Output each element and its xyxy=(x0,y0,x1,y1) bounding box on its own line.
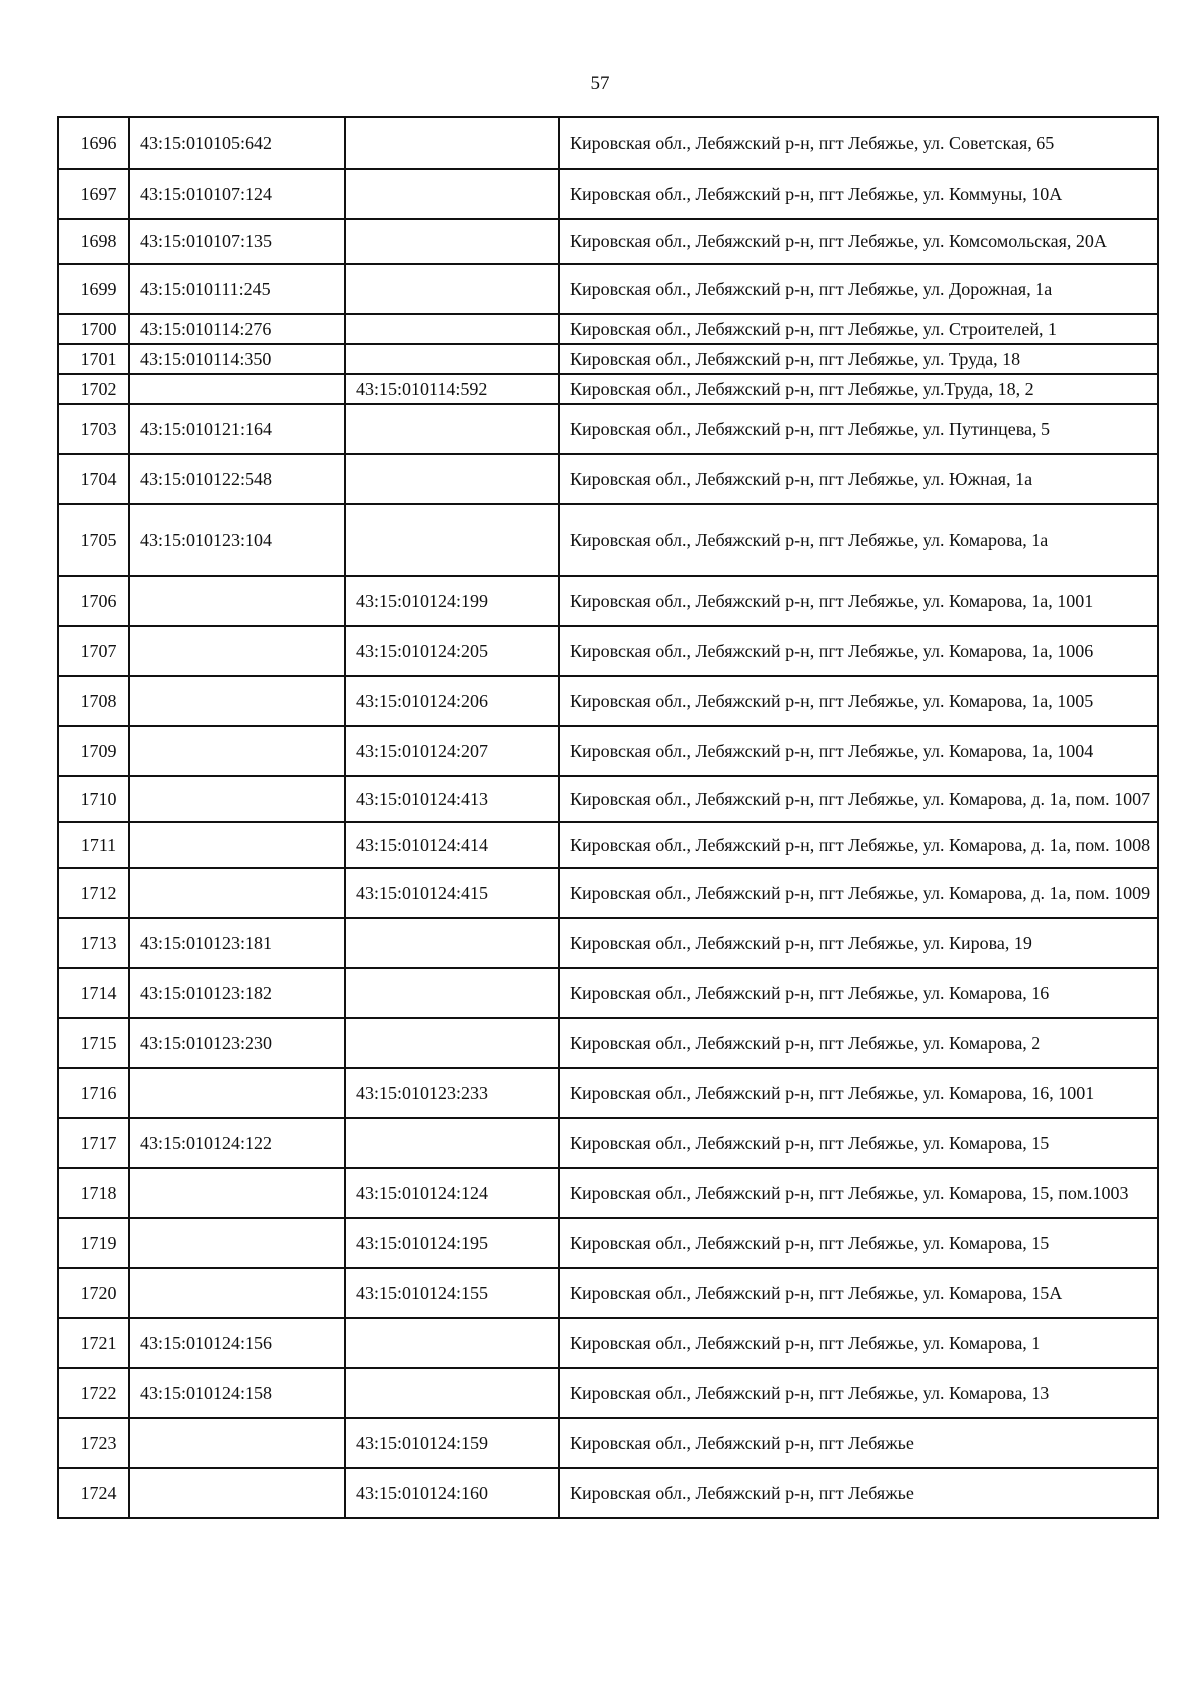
table-row xyxy=(58,576,1158,626)
address-cell: Кировская обл., Лебяжский р-н, пгт Лебяжье, ул. Комарова, 1а, 1001 xyxy=(559,576,1158,626)
premises-cadastral-number-cell: 43:15:010124:195 xyxy=(345,1218,559,1268)
row-number-cell: 1716 xyxy=(58,1068,129,1118)
address-cell: Кировская обл., Лебяжский р-н, пгт Лебяжье, ул. Кирова, 19 xyxy=(559,918,1158,968)
table-row xyxy=(58,918,1158,968)
table-row xyxy=(58,504,1158,576)
cadastral-number-cell xyxy=(129,1418,345,1468)
cadastral-number-cell xyxy=(129,576,345,626)
row-number-cell: 1720 xyxy=(58,1268,129,1318)
cadastral-number-cell xyxy=(129,1218,345,1268)
row-number-cell: 1724 xyxy=(58,1468,129,1518)
row-number-cell: 1706 xyxy=(58,576,129,626)
address-cell: Кировская обл., Лебяжский р-н, пгт Лебяжье, ул. Комарова, 1а, 1005 xyxy=(559,676,1158,726)
cadastral-number-cell: 43:15:010123:181 xyxy=(129,918,345,968)
table-row xyxy=(58,1068,1158,1118)
page-number: 57 xyxy=(590,73,610,94)
address-cell: Кировская обл., Лебяжский р-н, пгт Лебяжье, ул. Комарова, д. 1а, пом. 1009 xyxy=(559,868,1158,918)
table-row xyxy=(58,1018,1158,1068)
premises-cadastral-number-cell xyxy=(345,504,559,576)
table-row xyxy=(58,1118,1158,1168)
address-cell: Кировская обл., Лебяжский р-н, пгт Лебяжье, ул. Комсомольская, 20А xyxy=(559,219,1158,264)
premises-cadastral-number-cell xyxy=(345,117,559,169)
address-cell: Кировская обл., Лебяжский р-н, пгт Лебяжье, ул. Комарова, 13 xyxy=(559,1368,1158,1418)
cadastral-number-cell: 43:15:010121:164 xyxy=(129,404,345,454)
cadastral-number-cell xyxy=(129,626,345,676)
cadastral-number-cell: 43:15:010107:124 xyxy=(129,169,345,219)
row-number-cell: 1710 xyxy=(58,776,129,822)
cadastral-number-cell xyxy=(129,1168,345,1218)
row-number-cell: 1707 xyxy=(58,626,129,676)
premises-cadastral-number-cell xyxy=(345,169,559,219)
premises-cadastral-number-cell: 43:15:010124:160 xyxy=(345,1468,559,1518)
premises-cadastral-number-cell xyxy=(345,264,559,314)
table-row xyxy=(58,117,1158,169)
address-cell: Кировская обл., Лебяжский р-н, пгт Лебяжье, ул. Дорожная, 1а xyxy=(559,264,1158,314)
cadastral-number-cell xyxy=(129,1468,345,1518)
row-number-cell: 1701 xyxy=(58,344,129,374)
address-cell: Кировская обл., Лебяжский р-н, пгт Лебяжье, ул. Комарова, 15 xyxy=(559,1118,1158,1168)
premises-cadastral-number-cell xyxy=(345,968,559,1018)
premises-cadastral-number-cell xyxy=(345,454,559,504)
cadastral-number-cell: 43:15:010124:158 xyxy=(129,1368,345,1418)
cadastral-number-cell: 43:15:010123:230 xyxy=(129,1018,345,1068)
premises-cadastral-number-cell xyxy=(345,1368,559,1418)
table-row xyxy=(58,404,1158,454)
premises-cadastral-number-cell: 43:15:010114:592 xyxy=(345,374,559,404)
table-row xyxy=(58,626,1158,676)
cadastral-number-cell xyxy=(129,374,345,404)
address-cell: Кировская обл., Лебяжский р-н, пгт Лебяжье, ул. Южная, 1а xyxy=(559,454,1158,504)
table-body xyxy=(58,117,1158,1518)
address-cell: Кировская обл., Лебяжский р-н, пгт Лебяжье, ул. Комарова, 16, 1001 xyxy=(559,1068,1158,1118)
address-cell: Кировская обл., Лебяжский р-н, пгт Лебяжье xyxy=(559,1418,1158,1468)
address-cell: Кировская обл., Лебяжский р-н, пгт Лебяжье, ул.Труда, 18, 2 xyxy=(559,374,1158,404)
address-cell: Кировская обл., Лебяжский р-н, пгт Лебяжье, ул. Комарова, 15 xyxy=(559,1218,1158,1268)
cadastral-number-cell xyxy=(129,1268,345,1318)
cadastral-number-cell: 43:15:010111:245 xyxy=(129,264,345,314)
row-number-cell: 1719 xyxy=(58,1218,129,1268)
cadastral-number-cell xyxy=(129,868,345,918)
row-number-cell: 1721 xyxy=(58,1318,129,1368)
table-row xyxy=(58,776,1158,822)
cadastral-number-cell: 43:15:010122:548 xyxy=(129,454,345,504)
cadastral-number-cell xyxy=(129,726,345,776)
table-row xyxy=(58,1468,1158,1518)
premises-cadastral-number-cell xyxy=(345,314,559,344)
cadastral-number-cell: 43:15:010114:276 xyxy=(129,314,345,344)
address-cell: Кировская обл., Лебяжский р-н, пгт Лебяжье, ул. Коммуны, 10А xyxy=(559,169,1158,219)
row-number-cell: 1717 xyxy=(58,1118,129,1168)
table-row xyxy=(58,169,1158,219)
address-cell: Кировская обл., Лебяжский р-н, пгт Лебяжье xyxy=(559,1468,1158,1518)
premises-cadastral-number-cell xyxy=(345,1318,559,1368)
table-row xyxy=(58,454,1158,504)
premises-cadastral-number-cell: 43:15:010124:414 xyxy=(345,822,559,868)
premises-cadastral-number-cell: 43:15:010124:199 xyxy=(345,576,559,626)
table-row xyxy=(58,822,1158,868)
row-number-cell: 1713 xyxy=(58,918,129,968)
table-row xyxy=(58,219,1158,264)
table-row xyxy=(58,1218,1158,1268)
table-row xyxy=(58,314,1158,344)
table-row xyxy=(58,968,1158,1018)
address-cell: Кировская обл., Лебяжский р-н, пгт Лебяжье, ул. Труда, 18 xyxy=(559,344,1158,374)
cadastral-number-cell xyxy=(129,676,345,726)
row-number-cell: 1700 xyxy=(58,314,129,344)
premises-cadastral-number-cell: 43:15:010124:155 xyxy=(345,1268,559,1318)
property-registry-table xyxy=(57,116,1159,1519)
row-number-cell: 1709 xyxy=(58,726,129,776)
row-number-cell: 1697 xyxy=(58,169,129,219)
cadastral-number-cell xyxy=(129,776,345,822)
address-cell: Кировская обл., Лебяжский р-н, пгт Лебяжье, ул. Комарова, 16 xyxy=(559,968,1158,1018)
premises-cadastral-number-cell: 43:15:010124:415 xyxy=(345,868,559,918)
row-number-cell: 1722 xyxy=(58,1368,129,1418)
row-number-cell: 1704 xyxy=(58,454,129,504)
cadastral-number-cell: 43:15:010123:182 xyxy=(129,968,345,1018)
table-row xyxy=(58,1368,1158,1418)
table-row xyxy=(58,374,1158,404)
cadastral-number-cell: 43:15:010105:642 xyxy=(129,117,345,169)
premises-cadastral-number-cell: 43:15:010123:233 xyxy=(345,1068,559,1118)
address-cell: Кировская обл., Лебяжский р-н, пгт Лебяжье, ул. Комарова, 1а xyxy=(559,504,1158,576)
row-number-cell: 1714 xyxy=(58,968,129,1018)
premises-cadastral-number-cell: 43:15:010124:205 xyxy=(345,626,559,676)
premises-cadastral-number-cell xyxy=(345,1018,559,1068)
row-number-cell: 1708 xyxy=(58,676,129,726)
table-row xyxy=(58,344,1158,374)
cadastral-number-cell xyxy=(129,822,345,868)
address-cell: Кировская обл., Лебяжский р-н, пгт Лебяжье, ул. Комарова, 1а, 1006 xyxy=(559,626,1158,676)
table-row xyxy=(58,1268,1158,1318)
address-cell: Кировская обл., Лебяжский р-н, пгт Лебяжье, ул. Комарова, 2 xyxy=(559,1018,1158,1068)
table-row xyxy=(58,868,1158,918)
table-row xyxy=(58,726,1158,776)
address-cell: Кировская обл., Лебяжский р-н, пгт Лебяжье, ул. Комарова, 15А xyxy=(559,1268,1158,1318)
row-number-cell: 1723 xyxy=(58,1418,129,1468)
premises-cadastral-number-cell: 43:15:010124:206 xyxy=(345,676,559,726)
table-row xyxy=(58,1318,1158,1368)
row-number-cell: 1715 xyxy=(58,1018,129,1068)
premises-cadastral-number-cell xyxy=(345,219,559,264)
cadastral-number-cell: 43:15:010123:104 xyxy=(129,504,345,576)
premises-cadastral-number-cell xyxy=(345,1118,559,1168)
address-cell: Кировская обл., Лебяжский р-н, пгт Лебяжье, ул. Комарова, д. 1а, пом. 1008 xyxy=(559,822,1158,868)
premises-cadastral-number-cell: 43:15:010124:124 xyxy=(345,1168,559,1218)
cadastral-number-cell: 43:15:010107:135 xyxy=(129,219,345,264)
row-number-cell: 1698 xyxy=(58,219,129,264)
row-number-cell: 1712 xyxy=(58,868,129,918)
row-number-cell: 1696 xyxy=(58,117,129,169)
premises-cadastral-number-cell: 43:15:010124:207 xyxy=(345,726,559,776)
cadastral-number-cell: 43:15:010124:122 xyxy=(129,1118,345,1168)
table-row xyxy=(58,1168,1158,1218)
premises-cadastral-number-cell xyxy=(345,404,559,454)
row-number-cell: 1699 xyxy=(58,264,129,314)
address-cell: Кировская обл., Лебяжский р-н, пгт Лебяжье, ул. Комарова, 15, пом.1003 xyxy=(559,1168,1158,1218)
row-number-cell: 1705 xyxy=(58,504,129,576)
address-cell: Кировская обл., Лебяжский р-н, пгт Лебяжье, ул. Путинцева, 5 xyxy=(559,404,1158,454)
table-row xyxy=(58,676,1158,726)
premises-cadastral-number-cell xyxy=(345,344,559,374)
table-row xyxy=(58,264,1158,314)
cadastral-number-cell: 43:15:010124:156 xyxy=(129,1318,345,1368)
cadastral-number-cell: 43:15:010114:350 xyxy=(129,344,345,374)
row-number-cell: 1718 xyxy=(58,1168,129,1218)
premises-cadastral-number-cell: 43:15:010124:413 xyxy=(345,776,559,822)
address-cell: Кировская обл., Лебяжский р-н, пгт Лебяжье, ул. Советская, 65 xyxy=(559,117,1158,169)
address-cell: Кировская обл., Лебяжский р-н, пгт Лебяжье, ул. Строителей, 1 xyxy=(559,314,1158,344)
row-number-cell: 1702 xyxy=(58,374,129,404)
premises-cadastral-number-cell: 43:15:010124:159 xyxy=(345,1418,559,1468)
address-cell: Кировская обл., Лебяжский р-н, пгт Лебяжье, ул. Комарова, 1а, 1004 xyxy=(559,726,1158,776)
table-row xyxy=(58,1418,1158,1468)
row-number-cell: 1703 xyxy=(58,404,129,454)
address-cell: Кировская обл., Лебяжский р-н, пгт Лебяжье, ул. Комарова, д. 1а, пом. 1007 xyxy=(559,776,1158,822)
address-cell: Кировская обл., Лебяжский р-н, пгт Лебяжье, ул. Комарова, 1 xyxy=(559,1318,1158,1368)
cadastral-number-cell xyxy=(129,1068,345,1118)
premises-cadastral-number-cell xyxy=(345,918,559,968)
row-number-cell: 1711 xyxy=(58,822,129,868)
